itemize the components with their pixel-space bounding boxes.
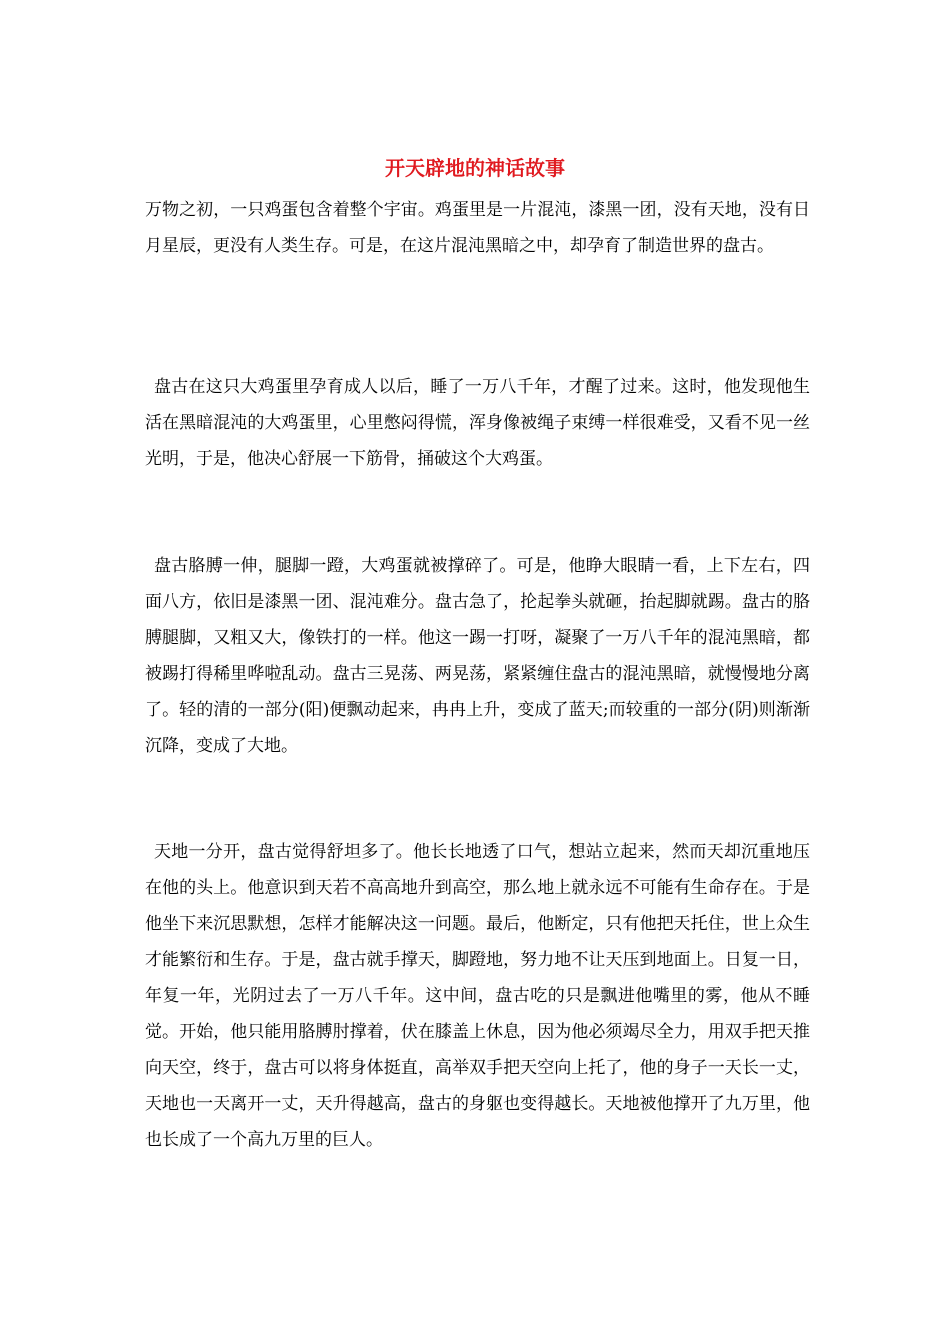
document-title: 开天辟地的神话故事 (385, 156, 565, 180)
paragraph-4: 天地一分开，盘古觉得舒坦多了。他长长地透了口气，想站立起来，然而天却沉重地压在他的头上。他意识到天若不高高地升到高空，那么地上就永远不可能有生命存在。于是他坐下来沉思默想，怎样才能解决这一问题。最后，他断定，只有他把天托住，世上众生才能繁衍和生存。于是，盘古就手撑天，脚蹬地，努力地不让天压到地面上。日复一日，年复一年，光阴过去了一万八千年。这中间，盘古吃的只是飘进他嘴里的雾，他从不睡觉。开始，他只能用胳膊肘撑着，伏在膝盖上休息，因为他必须竭尽全力，用双手把天推向天空，终于，盘古可以将身体挺直，高举双手把天空向上托了，他的身子一天长一丈，天地也一天离开一丈，天升得越高，盘古的身躯也变得越长。天地被他撑开了九万里，他也长成了一个高九万里的巨人。 (145, 842, 810, 1150)
paragraph-3: 盘古胳膊一伸，腿脚一蹬，大鸡蛋就被撑碎了。可是，他睁大眼睛一看，上下左右，四面八方，依旧是漆黑一团、混沌难分。盘古急了，抡起拳头就砸，抬起脚就踢。盘古的胳膊腿脚，又粗又大，像铁打的一样。他这一踢一打呀，凝聚了一万八千年的混沌黑暗，都被踢打得稀里哗啦乱动。盘古三晃荡、两晃荡，紧紧缠住盘古的混沌黑暗，就慢慢地分离了。轻的清的一部分(阳)便飘动起来，冉冉上升，变成了蓝天;而较重的一部分(阴)则渐渐沉降，变成了大地。 (145, 556, 810, 756)
paragraph-2: 盘古在这只大鸡蛋里孕育成人以后，睡了一万八千年，才醒了过来。这时，他发现他生活在黑暗混沌的大鸡蛋里，心里憋闷得慌，浑身像被绳子束缚一样很难受，又看不见一丝光明，于是，他决心舒展一下筋骨，捅破这个大鸡蛋。 (145, 377, 810, 469)
paragraph-1: 万物之初，一只鸡蛋包含着整个宇宙。鸡蛋里是一片混沌，漆黑一团，没有天地，没有日月星辰，更没有人类生存。可是，在这片混沌黑暗之中，却孕育了制造世界的盘古。 (145, 200, 810, 256)
